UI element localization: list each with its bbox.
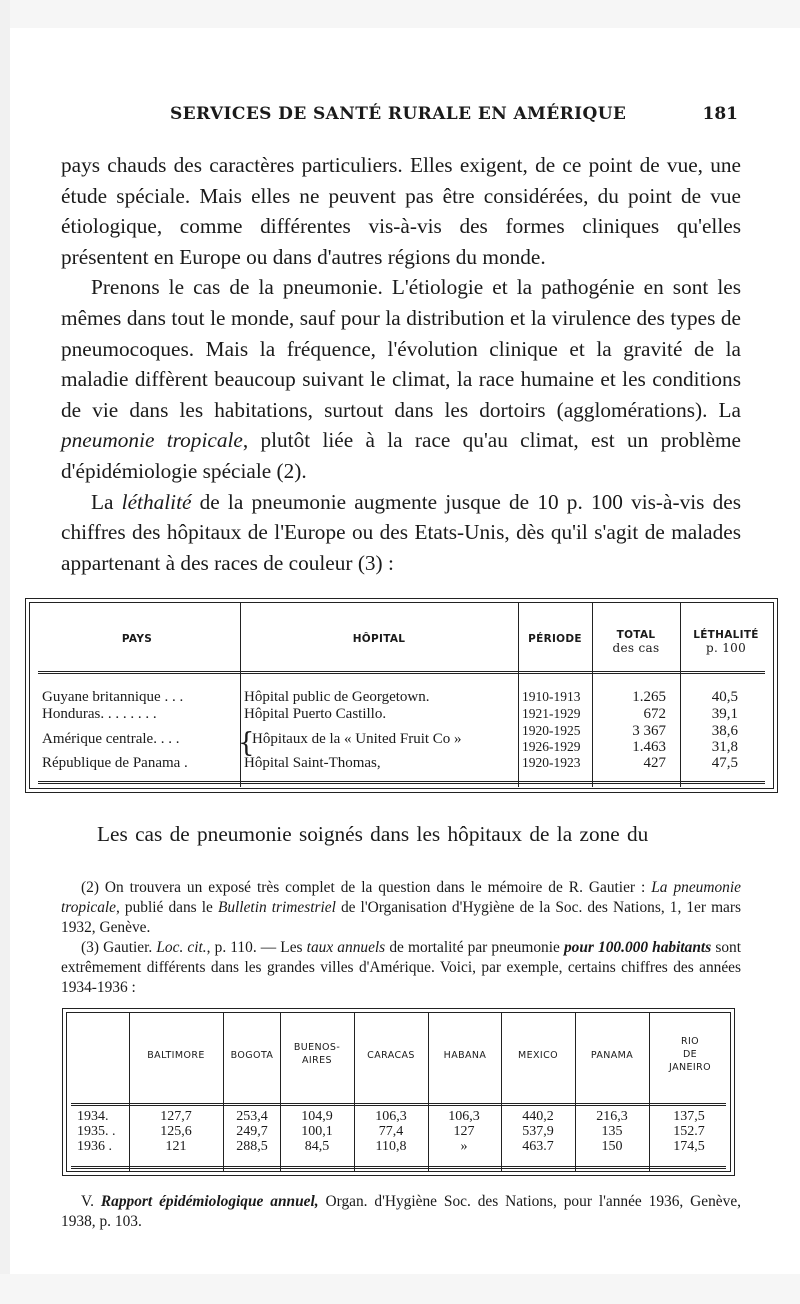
paragraph-2 — [61, 272, 741, 486]
footnote-2 — [61, 878, 741, 938]
footnotes — [61, 878, 741, 998]
scan-top-margin — [0, 0, 800, 28]
source-citation — [61, 1192, 741, 1232]
column-divider — [129, 1013, 130, 1171]
running-header — [60, 104, 740, 128]
cell-periode: 1920-1923 — [522, 755, 581, 770]
table-row — [26, 755, 777, 771]
source-title: Rapport épidémiologique annuel, — [100, 1193, 319, 1210]
paragraph-2-emphasis: pneumonie tropicale — [61, 428, 243, 453]
brace-glyph: { — [238, 727, 255, 759]
mortality-cell: 150 — [601, 1139, 623, 1154]
header-buenos-line-1: BUENOS- — [293, 1042, 341, 1053]
mortality-cell: 121 — [165, 1139, 187, 1154]
header-total-sub: des cas — [612, 641, 660, 655]
cell-total: 1.265 — [632, 689, 666, 705]
header-pays: PAYS — [121, 633, 153, 645]
footnote-2-title: La pneumonie tropicale — [61, 879, 741, 916]
column-divider — [428, 1013, 429, 1171]
mortality-cell: 249,7 — [236, 1124, 268, 1139]
footnote-3 — [61, 938, 741, 998]
footnote-3-text: sont extrêmement différents dans les grandes villes d'Amérique. Voici, par exemple, certains chiffres des années 1934-1936 : — [61, 939, 741, 996]
running-title: SERVICES DE SANTÉ RURALE EN AMÉRIQUE — [170, 104, 627, 124]
header-caracas: CARACAS — [367, 1050, 415, 1061]
mortality-cell: » — [460, 1139, 468, 1154]
cell-hopital: Hôpital Saint-Thomas, — [244, 755, 381, 771]
header-lethalite-label: LÉTHALITÉ — [693, 629, 759, 641]
footnote-2-text: de l'Organisation d'Hygiène de la Soc. des Nations, 1, 1er mars 1932, Genève. — [61, 899, 742, 936]
cell-lethalite: 31,8 — [711, 739, 738, 755]
cell-hopital: Hôpital Puerto Castillo. — [244, 706, 387, 722]
scan-bottom-margin — [0, 1274, 800, 1304]
footnote-2-text: (2) On trouvera un exposé très complet de la question dans le mémoire de R. Gautier : — [81, 879, 652, 896]
scan-left-edge — [0, 0, 10, 1304]
mortality-cell: 106,3 — [375, 1109, 407, 1124]
paragraph-3-text-end: de la pneumonie augmente jusque de 10 p. 100 vis-à-vis des chiffres des hôpitaux de l'Europe ou des Etats-Unis, dès qu'il s'agit de malades appartenant à des races de couleur (3) : — [61, 489, 741, 575]
cell-lethalite: 38,6 — [711, 723, 738, 739]
body-text — [61, 150, 741, 578]
mortality-table — [62, 1008, 735, 1176]
lethality-table — [25, 598, 778, 793]
cell-hopital: Hôpital public de Georgetown. — [244, 689, 430, 705]
mortality-cell: 137,5 — [673, 1109, 705, 1124]
header-rule — [71, 1103, 726, 1106]
header-total-label: TOTAL — [616, 629, 656, 641]
header-total — [594, 629, 678, 655]
cell-pays: Amérique centrale. . . . — [42, 731, 180, 747]
header-periode: PÉRIODE — [528, 633, 582, 645]
cell-total: 3 367 — [632, 723, 666, 739]
header-rio-line-3: JANEIRO — [669, 1062, 711, 1073]
footnote-2-text: , publié dans le — [116, 899, 218, 916]
header-mexico: MEXICO — [517, 1050, 559, 1061]
column-divider — [354, 1013, 355, 1171]
header-buenos-line-2: AIRES — [302, 1055, 332, 1066]
header-lethalite-sub: p. 100 — [705, 641, 746, 655]
header-habana: HABANA — [443, 1050, 487, 1061]
mortality-cell: 100,1 — [301, 1124, 333, 1139]
cell-total: 427 — [643, 755, 666, 771]
mortality-cell: 127,7 — [160, 1109, 192, 1124]
mortality-cell: 104,9 — [301, 1109, 333, 1124]
footnote-3-text: (3) Gautier. — [81, 939, 157, 956]
header-rio-line-2: DE — [682, 1049, 698, 1060]
header-rule — [38, 671, 765, 674]
mortality-cell: 288,5 — [236, 1139, 268, 1154]
bottom-rule — [71, 1166, 726, 1169]
header-rio-line-1: RIO — [680, 1036, 700, 1047]
cell-total: 1.463 — [632, 739, 666, 755]
column-divider — [649, 1013, 650, 1171]
mortality-cell: 125,6 — [160, 1124, 192, 1139]
cell-periode: 1926-1929 — [522, 739, 581, 754]
mortality-cell: 537,9 — [522, 1124, 554, 1139]
cell-lethalite: 47,5 — [711, 755, 738, 771]
cell-pays: Guyane britannique . . . — [42, 689, 184, 705]
cell-pays: Honduras. . . . . . . . — [42, 706, 157, 722]
footnote-3-text: , p. 110. — Les — [206, 939, 307, 956]
source-text — [61, 1192, 741, 1232]
cell-periode: 1921-1929 — [522, 706, 581, 721]
footnote-3-emphasis: taux annuels — [306, 939, 386, 956]
page-number: 181 — [702, 104, 738, 124]
header-hopital: HÔPITAL — [352, 633, 406, 645]
table-row — [26, 706, 777, 722]
source-rest: Organ. d'Hygiène Soc. des Nations, pour l'année 1936, Genève, 1938, p. 103. — [61, 1193, 742, 1230]
cell-total: 672 — [643, 706, 666, 722]
bottom-rule — [38, 781, 765, 784]
paragraph-3-emphasis: léthalité — [121, 489, 192, 514]
continuation-line: Les cas de pneumonie soignés dans les hôpitaux de la zone du — [97, 822, 649, 846]
paragraph-2-text: Prenons le cas de la pneumonie. L'étiologie et la pathogénie en sont les mêmes dans tout le monde, sauf pour la distribution et la virulence des types de pneumocoques. Mais la fréquence, l'évolution clinique et la gravité de la maladie diffèrent beaucoup suivant le climat, la race humaine et les conditions de vie dans les habitations, surtout dans les dortoirs (agglomérations). La — [61, 275, 741, 422]
footnote-3-text: de mortalité par pneumonie — [385, 939, 564, 956]
header-buenos-aires — [282, 1041, 352, 1067]
cell-lethalite: 40,5 — [711, 689, 738, 705]
mortality-cell: 135 — [601, 1124, 623, 1139]
cell-periode: 1920-1925 — [522, 723, 581, 738]
mortality-cell: 463.7 — [522, 1139, 554, 1154]
header-rio — [651, 1035, 729, 1074]
cell-hopital: Hôpitaux de la « United Fruit Co » — [252, 731, 462, 747]
table-row — [26, 689, 777, 705]
year-label: 1936 . — [77, 1139, 112, 1154]
cell-pays: République de Panama . — [42, 755, 188, 771]
mortality-cell: 110,8 — [375, 1139, 407, 1154]
paragraph-2-text-end: , plutôt liée à la race qu'au climat, est un problème d'épidémiologie spéciale (2). — [61, 428, 741, 483]
paragraph-3-text: La — [91, 489, 122, 514]
column-divider — [575, 1013, 576, 1171]
mortality-cell: 216,3 — [596, 1109, 628, 1124]
header-lethalite — [682, 629, 770, 655]
column-divider — [501, 1013, 502, 1171]
paragraph-1: pays chauds des caractères particuliers. Elles exigent, de ce point de vue, une étude spéciale. Mais elles ne peuvent pas être considérées, du point de vue étiologique, comme différentes vis-à-vis des formes cliniques qu'elles présentent en Europe ou dans d'autres régions du monde. — [61, 153, 741, 269]
mortality-cell: 440,2 — [522, 1109, 554, 1124]
source-prefix: V. — [81, 1193, 101, 1210]
footnote-3-loc: Loc. cit. — [156, 939, 207, 956]
paragraph-3 — [61, 487, 741, 579]
mortality-cell: 253,4 — [236, 1109, 268, 1124]
year-label: 1935. . — [77, 1124, 116, 1139]
mortality-cell: 106,3 — [448, 1109, 480, 1124]
footnote-2-journal: Bulletin trimestriel — [217, 899, 336, 916]
footnote-3-bold-italic: pour 100.000 habitants — [563, 939, 712, 956]
year-label: 1934. — [77, 1109, 109, 1124]
header-baltimore: BALTIMORE — [147, 1050, 205, 1061]
mortality-cell: 174,5 — [673, 1139, 705, 1154]
cell-lethalite: 39,1 — [711, 706, 738, 722]
header-bogota: BOGOTA — [230, 1050, 274, 1061]
mortality-cell: 152.7 — [673, 1124, 705, 1139]
cell-periode: 1910-1913 — [522, 689, 581, 704]
table-row-merged — [26, 731, 777, 747]
mortality-cell: 127 — [453, 1124, 475, 1139]
header-panama: PANAMA — [590, 1050, 634, 1061]
mortality-cell: 77,4 — [378, 1124, 404, 1139]
mortality-cell: 84,5 — [304, 1139, 330, 1154]
